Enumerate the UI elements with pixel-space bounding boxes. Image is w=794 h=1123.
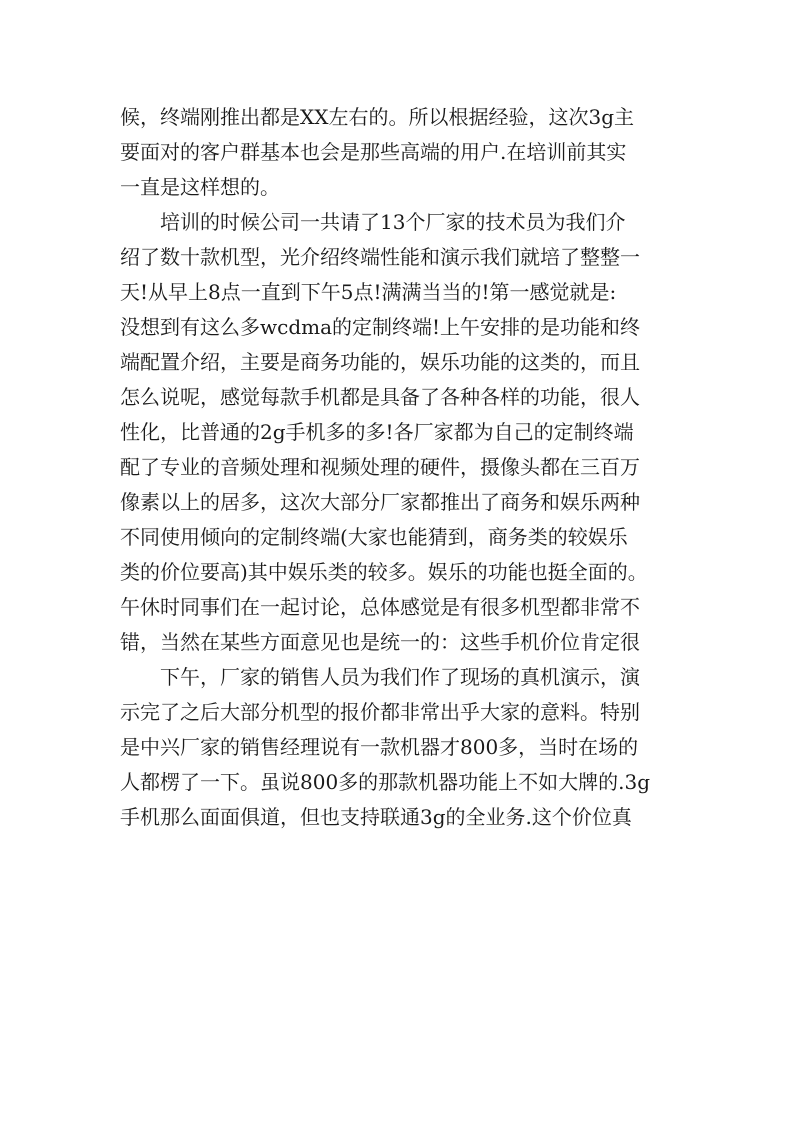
text-line: 类的价位要高)其中娱乐类的较多。娱乐的功能也挺全面的。: [120, 560, 648, 584]
text-line: 手机那么面面俱道，但也支持联通3g的全业务.这个价位真: [120, 805, 632, 829]
paragraph-1: [120, 100, 680, 205]
text-line: 候，终端刚推出都是XX左右的。所以根据经验，这次3g主: [120, 105, 635, 129]
text-line: 配了专业的音频处理和视频处理的硬件，摄像头都在三百万: [120, 455, 640, 479]
text-line: 下午，厂家的销售人员为我们作了现场的真机演示，演: [160, 665, 640, 689]
text-line: 性化，比普通的2g手机多的多!各厂家都为自己的定制终端: [120, 420, 634, 444]
text-line: 怎么说呢，感觉每款手机都是具备了各种各样的功能，很人: [120, 385, 640, 409]
text-line: 没想到有这么多wcdma的定制终端!上午安排的是功能和终: [120, 315, 641, 339]
text-line: 天!从早上8点一直到下午5点!满满当当的!第一感觉就是:: [120, 280, 617, 304]
text-line: 不同使用倾向的定制终端(大家也能猜到，商务类的较娱乐: [120, 525, 628, 549]
text-line: 人都楞了一下。虽说800多的那款机器功能上不如大牌的.3g: [120, 770, 651, 794]
paragraph-3: [120, 660, 680, 835]
text-line: 示完了之后大部分机型的报价都非常出乎大家的意料。特别: [120, 700, 640, 724]
document-page: [120, 100, 680, 835]
paragraph-2: [120, 205, 680, 660]
text-line: 午休时同事们在一起讨论，总体感觉是有很多机型都非常不: [120, 595, 640, 619]
text-line: 一直是这样想的。: [120, 175, 280, 199]
text-line: 是中兴厂家的销售经理说有一款机器才800多，当时在场的: [120, 735, 639, 759]
text-line: 端配置介绍，主要是商务功能的，娱乐功能的这类的，而且: [120, 350, 640, 374]
text-line: 要面对的客户群基本也会是那些高端的用户.在培训前其实: [120, 140, 627, 164]
text-line: 绍了数十款机型，光介绍终端性能和演示我们就培了整整一: [120, 245, 640, 269]
text-line: 像素以上的居多，这次大部分厂家都推出了商务和娱乐两种: [120, 490, 640, 514]
text-line: 错，当然在某些方面意见也是统一的：这些手机价位肯定很: [120, 630, 640, 654]
text-line: 培训的时候公司一共请了13个厂家的技术员为我们介: [160, 210, 626, 234]
